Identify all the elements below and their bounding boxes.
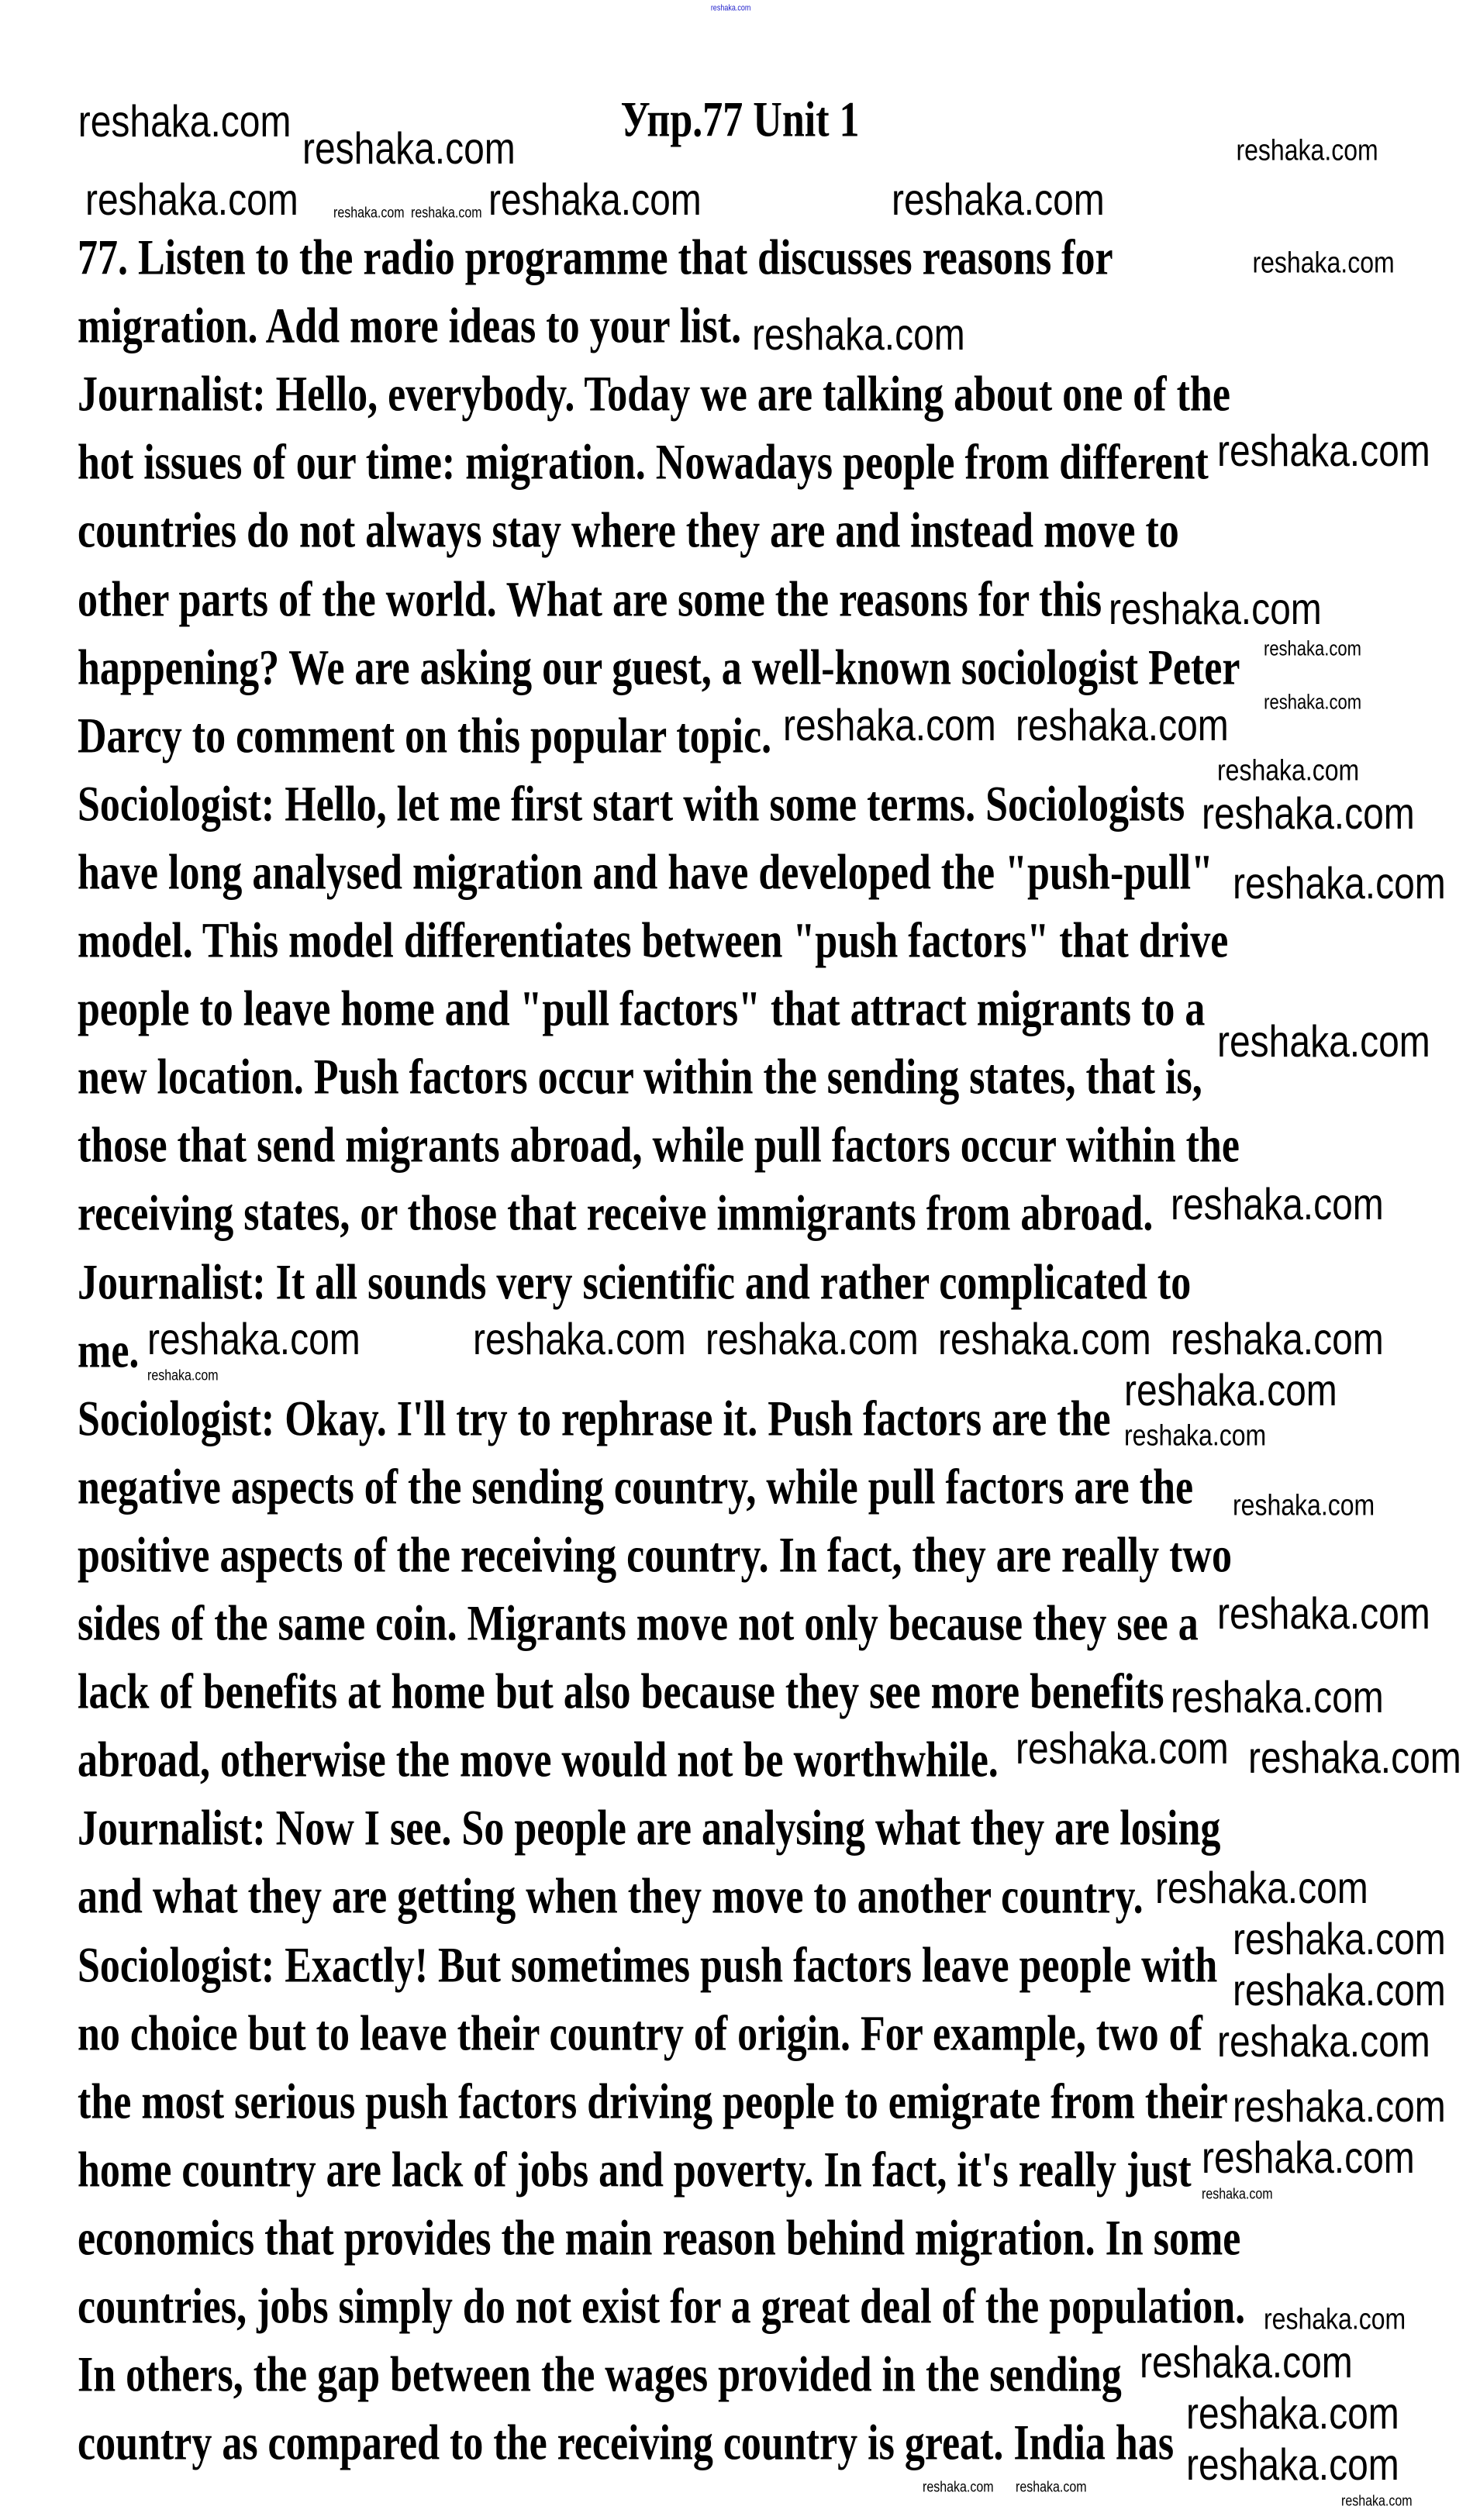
text-line: economics that provides the main reason behind migration. In some — [78, 2211, 1241, 2267]
watermark-text: reshaka.com — [923, 2479, 994, 2496]
watermark-text: reshaka.com — [1264, 690, 1362, 714]
watermark-text: reshaka.com — [1264, 2301, 1406, 2336]
text-line: me. — [78, 1322, 140, 1379]
watermark-text: reshaka.com — [1124, 1366, 1337, 1415]
watermark-text: reshaka.com — [1233, 1488, 1375, 1522]
page-title: Упр.77 Unit 1 — [620, 92, 860, 148]
watermark-text: reshaka.com — [411, 205, 482, 222]
text-line: negative aspects of the sending country, while pull factors are the — [78, 1460, 1194, 1515]
watermark-text: reshaka.com — [783, 701, 996, 750]
watermark-text: reshaka.com — [147, 1367, 219, 1384]
text-line: sides of the same coin. Migrants move not only because they see a — [78, 1596, 1199, 1652]
text-line: no choice but to leave their country of origin. For example, two of — [78, 2005, 1202, 2062]
text-line: positive aspects of the receiving country. In fact, they are really two — [78, 1528, 1232, 1584]
watermark-text: reshaka.com — [1016, 2479, 1087, 2496]
watermark-text: reshaka.com — [333, 205, 405, 222]
watermark-text: reshaka.com — [1016, 1724, 1229, 1774]
text-line: Sociologist: Hello, let me first start with some terms. Sociologists — [78, 777, 1185, 833]
watermark-text: reshaka.com — [752, 310, 965, 360]
watermark-text: reshaka.com — [1171, 1180, 1384, 1229]
text-line: those that send migrants abroad, while pull factors occur within the — [78, 1118, 1240, 1174]
text-line: Journalist: Hello, everybody. Today we are talking about one of the — [78, 367, 1230, 422]
text-line: home country are lack of jobs and poverty. In fact, it's really just — [78, 2143, 1192, 2198]
watermark-text: reshaka.com — [1186, 2389, 1399, 2439]
text-line: the most serious push factors driving people to emigrate from their — [78, 2074, 1228, 2130]
watermark-text: reshaka.com — [1186, 2440, 1399, 2490]
text-line: countries, jobs simply do not exist for a great deal of the population. — [78, 2279, 1246, 2335]
watermark-text: reshaka.com — [1217, 426, 1430, 476]
watermark-text: reshaka.com — [706, 1315, 919, 1364]
text-line: Sociologist: Okay. I'll try to rephrase it. Push factors are the — [78, 1391, 1111, 1447]
watermark-text: reshaka.com — [1217, 1017, 1430, 1067]
text-line: receiving states, or those that receive immigrants from abroad. — [78, 1186, 1154, 1242]
text-line: and what they are getting when they move to another country. — [78, 1869, 1144, 1925]
text-line: other parts of the world. What are some the reasons for this — [78, 571, 1102, 627]
watermark-text: reshaka.com — [1248, 1733, 1461, 1783]
text-line: In others, the gap between the wages provided in the sending — [78, 2347, 1122, 2403]
text-line: country as compared to the receiving country is great. India has — [78, 2415, 1175, 2471]
text-line: countries do not always stay where they are and instead move to — [78, 503, 1179, 559]
watermark-text: reshaka.com — [1252, 245, 1395, 279]
text-line: Journalist: It all sounds very scientific and rather complicated to — [78, 1254, 1192, 1310]
text-line: model. This model differentiates between "push factors" that drive — [78, 913, 1229, 969]
watermark-text: reshaka.com — [938, 1315, 1151, 1364]
text-line: abroad, otherwise the move would not be worthwhile. — [78, 1732, 999, 1788]
watermark-text: reshaka.com — [1202, 2133, 1415, 2183]
watermark-text: reshaka.com — [1217, 753, 1360, 787]
watermark-text: reshaka.com — [1202, 789, 1415, 839]
text-line: people to leave home and "pull factors" that attract migrants to a — [78, 981, 1206, 1037]
watermark-text: reshaka.com — [1233, 2082, 1446, 2132]
watermark-text: reshaka.com — [1233, 859, 1446, 908]
text-line: new location. Push factors occur within the sending states, that is, — [78, 1050, 1202, 1105]
watermark-text: reshaka.com — [78, 96, 292, 147]
watermark-text: reshaka.com — [710, 2, 751, 12]
watermark-text: reshaka.com — [1171, 1315, 1384, 1364]
watermark-text: reshaka.com — [1140, 2338, 1353, 2387]
watermark-text: reshaka.com — [1341, 2493, 1413, 2510]
text-line: Sociologist: Exactly! But sometimes push factors leave people with — [78, 1937, 1218, 1993]
watermark-text: reshaka.com — [1202, 2186, 1273, 2203]
text-line: migration. Add more ideas to your list. — [78, 298, 742, 354]
watermark-text: reshaka.com — [147, 1315, 361, 1364]
watermark-text: reshaka.com — [1217, 1589, 1430, 1639]
watermark-text: reshaka.com — [1124, 1418, 1267, 1452]
watermark-text: reshaka.com — [488, 175, 702, 225]
watermark-text: reshaka.com — [1155, 1863, 1368, 1913]
watermark-text: reshaka.com — [1217, 2017, 1430, 2067]
text-line: Darcy to comment on this popular topic. — [78, 708, 772, 764]
watermark-text: reshaka.com — [1233, 1966, 1446, 2015]
watermark-text: reshaka.com — [1236, 133, 1378, 167]
watermark-text: reshaka.com — [473, 1315, 686, 1364]
watermark-text: reshaka.com — [1016, 701, 1229, 750]
watermark-text: reshaka.com — [1264, 636, 1361, 660]
text-line: have long analysed migration and have developed the "push-pull" — [78, 845, 1213, 901]
text-line: hot issues of our time: migration. Nowadays people from different — [78, 435, 1209, 491]
text-line: happening? We are asking our guest, a well-known sociologist Peter — [78, 639, 1240, 696]
text-line: Journalist: Now I see. So people are analysing what they are losing — [78, 1801, 1221, 1856]
watermark-text: reshaka.com — [85, 175, 298, 225]
watermark-text: reshaka.com — [1171, 1673, 1384, 1722]
text-line: lack of benefits at home but also because they see more benefits — [78, 1664, 1164, 1720]
watermark-text: reshaka.com — [892, 175, 1105, 225]
watermark-text: reshaka.com — [1109, 584, 1322, 634]
text-line: 77. Listen to the radio programme that discusses reasons for — [78, 230, 1113, 286]
watermark-text: reshaka.com — [302, 124, 516, 174]
watermark-text: reshaka.com — [1233, 1915, 1446, 1964]
